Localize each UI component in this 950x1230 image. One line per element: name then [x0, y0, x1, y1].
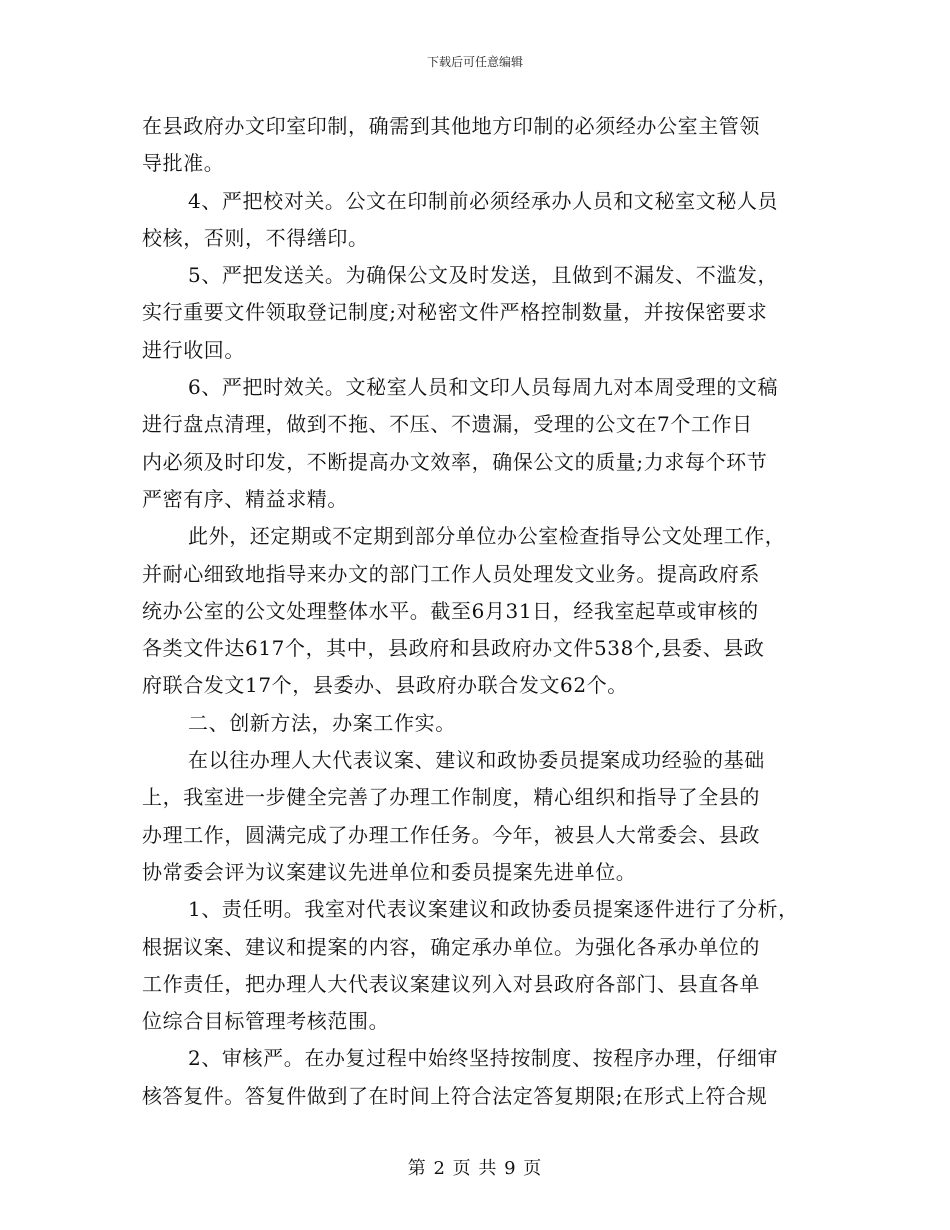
- paragraph-line: 在以往办理人大代表议案、建议和政协委员提案成功经验的基础: [188, 748, 765, 773]
- paragraph-line: 工作责任，把办理人大代表议案建议列入对县政府各部门、县直各单: [142, 971, 760, 996]
- paragraph-line: 进行盘点清理，做到不拖、不压、不遗漏，受理的公文在7个工作日: [142, 412, 753, 437]
- paragraph-line: 2、审核严。在办复过程中始终坚持按制度、按程序办理，仔细审: [188, 1046, 779, 1071]
- paragraph-line: 此外，还定期或不定期到部分单位办公室检查指导公文处理工作，: [188, 524, 786, 549]
- paragraph-line: 进行收回。: [142, 337, 245, 362]
- paragraph-line: 在县政府办文印室印制，确需到其他地方印制的必须经办公室主管领: [142, 114, 760, 138]
- paragraph-line: 府联合发文17个，县委办、县政府办联合发文62个。: [142, 673, 628, 698]
- paragraph-line: 5、严把发送关。为确保公文及时发送，且做到不漏发、不滥发，: [188, 263, 779, 288]
- header-note: 下载后可任意编辑: [426, 55, 523, 69]
- paragraph-line: 协常委会评为议案建议先进单位和委员提案先进单位。: [142, 859, 637, 884]
- paragraph-line: 4、严把校对关。公文在印制前必须经承办人员和文秘室文秘人员: [188, 188, 779, 213]
- paragraph-line: 办理工作，圆满完成了办理工作任务。今年，被县人大常委会、县政: [142, 822, 760, 847]
- paragraph-line: 内必须及时印发，不断提高办文效率，确保公文的质量;力求每个环节: [142, 449, 768, 474]
- paragraph-line: 上，我室进一步健全完善了办理工作制度，精心组织和指导了全县的: [142, 785, 760, 810]
- paragraph-line: 导批准。: [142, 151, 225, 176]
- paragraph-line: 核答复件。答复件做到了在时间上符合法定答复期限;在形式上符合规: [142, 1083, 768, 1108]
- document-body: [142, 108, 822, 1115]
- paragraph-line: 各类文件达617个，其中，县政府和县政府办文件538个,县委、县政: [142, 636, 765, 661]
- paragraph-line: 统办公室的公文处理整体水平。截至6月31日，经我室起草或审核的: [142, 598, 759, 623]
- paragraph-line: 位综合目标管理考核范围。: [142, 1009, 390, 1034]
- page-footer: 第 2 页 共 9 页: [407, 1158, 543, 1179]
- paragraph-line: 1、责任明。我室对代表议案建议和政协委员提案逐件进行了分析，: [188, 897, 799, 922]
- paragraph-line: 二、创新方法，办案工作实。: [188, 710, 456, 735]
- paragraph-line: 6、严把时效关。文秘室人员和文印人员每周九对本周受理的文稿: [188, 375, 779, 400]
- paragraph-line: 并耐心细致地指导来办文的部门工作人员处理发文业务。提高政府系: [142, 561, 760, 586]
- paragraph-line: 严密有序、精益求精。: [142, 486, 348, 511]
- paragraph-line: 校核，否则，不得缮印。: [142, 225, 369, 250]
- paragraph-line: 根据议案、建议和提案的内容，确定承办单位。为强化各承办单位的: [142, 934, 760, 959]
- paragraph-line: 实行重要文件领取登记制度;对秘密文件严格控制数量，并按保密要求: [142, 300, 768, 325]
